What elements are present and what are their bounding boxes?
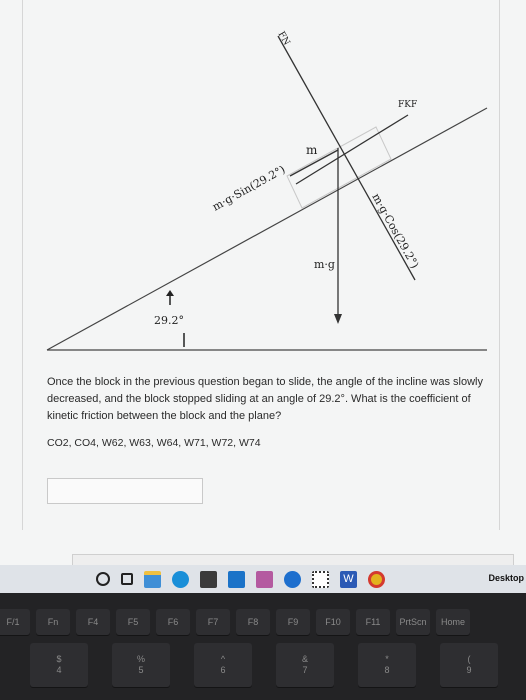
question-text: Once the block in the previous question began to slide, the angle of the incline was slowly decreased, and the block stopped sliding at an angle of 29.2°. What is the coefficient of kinetic friction between the block and the plane?	[47, 376, 483, 422]
number-key-row	[30, 643, 498, 687]
perpendicular-component-label: m·g·Cos(29.2°)	[369, 191, 422, 271]
number-key: ( 9	[440, 643, 498, 687]
normal-force-label: FN	[275, 30, 292, 48]
weight-label: m·g	[314, 258, 335, 271]
start-icon[interactable]	[96, 572, 110, 586]
qr-icon[interactable]	[312, 571, 329, 588]
question-variants: CO2, CO4, W62, W63, W64, W71, W72, W74	[47, 437, 261, 449]
file-explorer-icon[interactable]	[144, 571, 161, 588]
number-key: & 7	[276, 643, 334, 687]
function-key: F/1	[0, 609, 30, 635]
function-key: Fn	[36, 609, 70, 635]
number-key: * 8	[358, 643, 416, 687]
function-key: F9	[276, 609, 310, 635]
number-key: $ 4	[30, 643, 88, 687]
function-key: Home	[436, 609, 470, 635]
mail-icon[interactable]	[228, 571, 245, 588]
answer-input[interactable]	[47, 478, 203, 504]
function-key: F5	[116, 609, 150, 635]
mass-label: m	[306, 143, 318, 157]
function-key: F4	[76, 609, 110, 635]
function-key-row	[0, 609, 476, 635]
angle-arrowhead-top	[166, 290, 174, 296]
task-view-icon[interactable]	[121, 573, 133, 585]
function-key: F8	[236, 609, 270, 635]
parallel-component-label: m·g·Sin(29.2°)	[210, 162, 288, 214]
number-key: ^ 6	[194, 643, 252, 687]
photos-icon[interactable]	[256, 571, 273, 588]
function-key: F6	[156, 609, 190, 635]
edge-icon[interactable]	[172, 571, 189, 588]
function-key: F7	[196, 609, 230, 635]
number-key: % 5	[112, 643, 170, 687]
normal-force-vector	[278, 36, 418, 280]
taskbar	[0, 565, 526, 593]
chrome-icon[interactable]	[368, 571, 385, 588]
function-key: F11	[356, 609, 390, 635]
desktop-label[interactable]: Desktop	[488, 573, 524, 583]
video-icon[interactable]	[284, 571, 301, 588]
friction-force-label: FKF	[398, 100, 418, 110]
weight-arrowhead	[334, 314, 342, 324]
function-key: F10	[316, 609, 350, 635]
incline-line	[47, 108, 487, 350]
angle-label: 29.2°	[154, 314, 184, 327]
word-icon[interactable]: W	[340, 571, 357, 588]
function-key: PrtScn	[396, 609, 430, 635]
laptop-keyboard	[0, 593, 526, 700]
store-icon[interactable]	[200, 571, 217, 588]
